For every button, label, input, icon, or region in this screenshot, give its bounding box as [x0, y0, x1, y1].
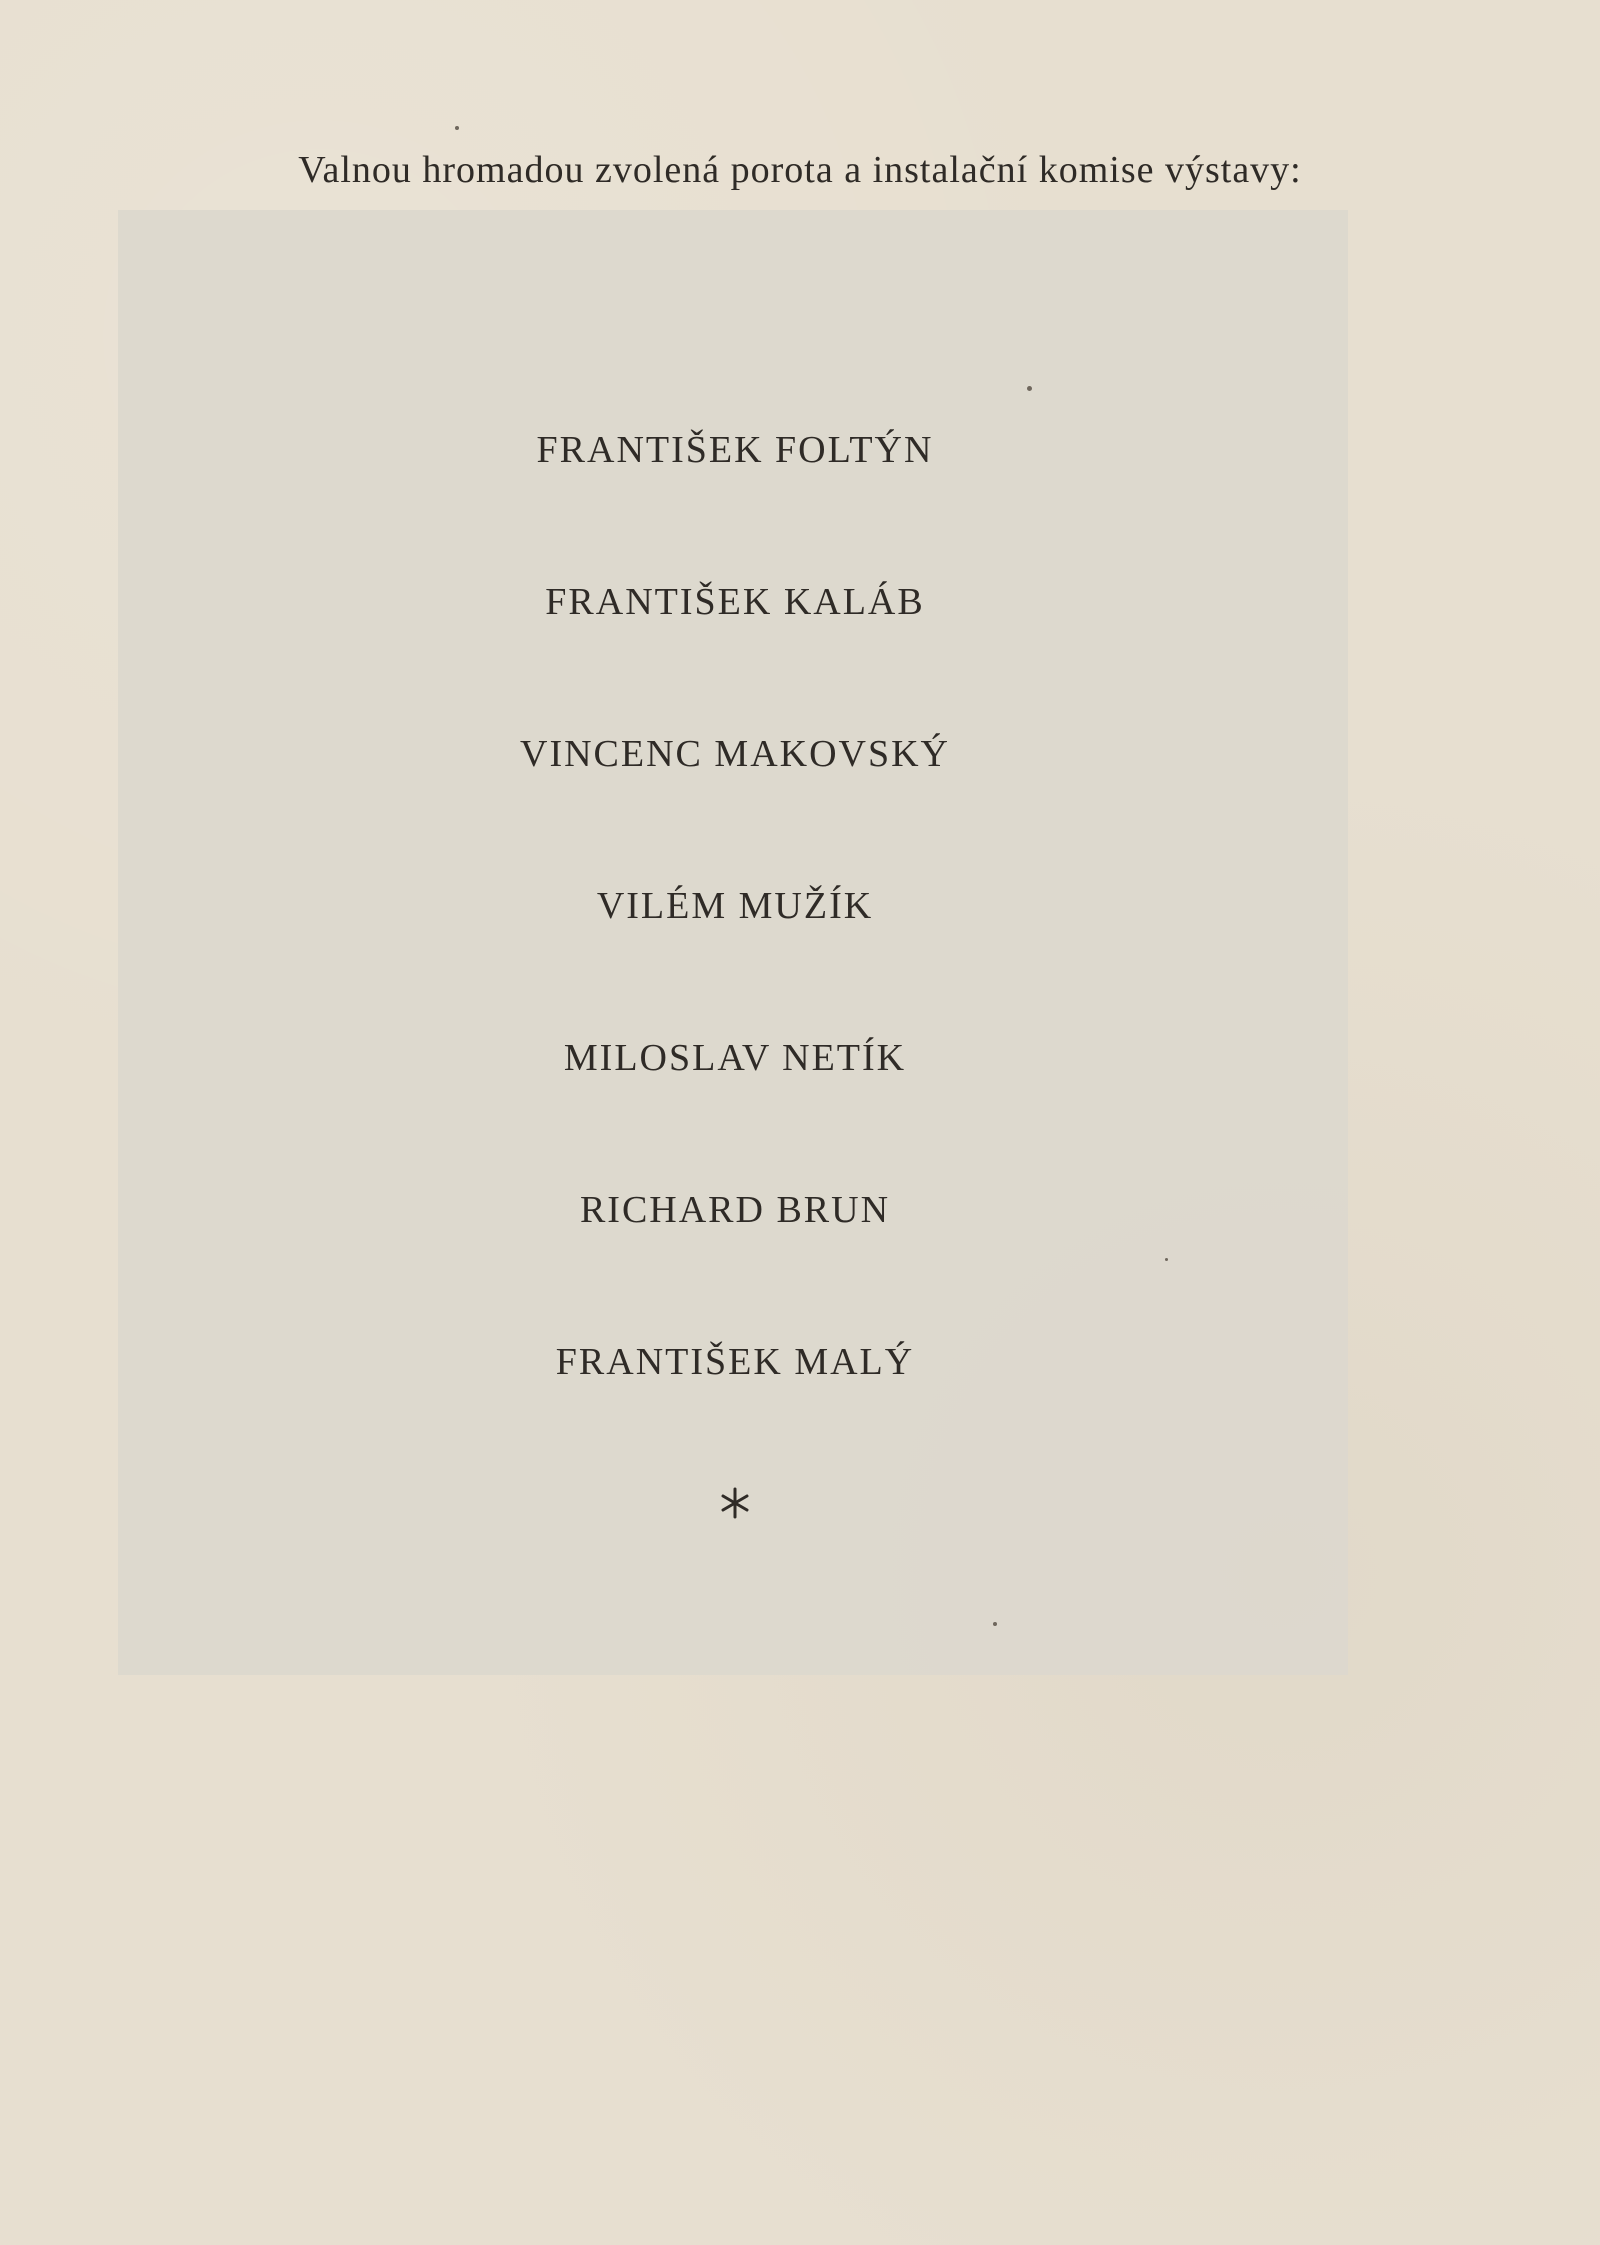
asterisk-icon — [718, 1486, 752, 1520]
committee-member-7: FRANTIŠEK MALÝ — [555, 1341, 915, 1383]
committee-member-list — [0, 420, 1470, 1484]
paper-speck — [1027, 386, 1032, 391]
committee-member-5: MILOSLAV NETÍK — [563, 1037, 907, 1079]
paper-speck — [993, 1622, 997, 1626]
paper-speck — [455, 126, 459, 130]
committee-member-6: RICHARD BRUN — [579, 1189, 891, 1231]
committee-member-4: VILÉM MUŽÍK — [596, 885, 874, 927]
paper-speck — [1165, 1258, 1168, 1261]
committee-member-2: FRANTIŠEK KALÁB — [545, 581, 925, 623]
committee-member-1: FRANTIŠEK FOLTÝN — [536, 429, 934, 471]
document-heading: Valnou hromadou zvolená porota a instalační komise výstavy: — [298, 149, 1302, 191]
committee-member-3: VINCENC MAKOVSKÝ — [520, 733, 950, 775]
